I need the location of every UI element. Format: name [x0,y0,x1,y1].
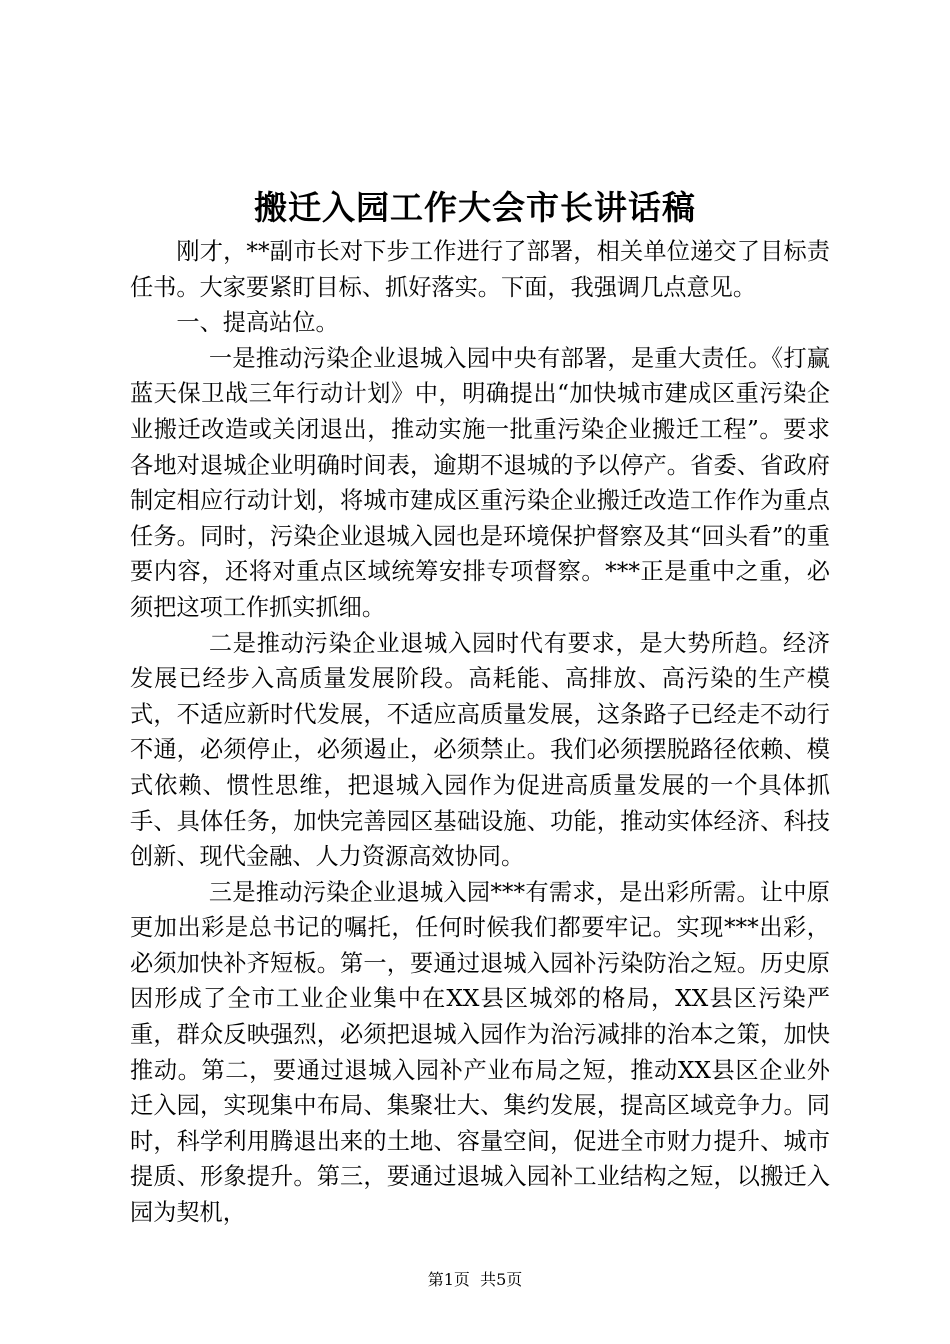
page-number-label: 第1页 共5页 [427,1270,523,1289]
page-footer [0,1268,950,1292]
document-title: 搬迁入园工作大会市长讲话稿 [254,188,696,227]
section-heading: 一、提高站位。 [176,309,339,337]
paragraph-point-two: 二是推动污染企业退城入园时代有要求，是大势所趋。经济发展已经步入高质量发展阶段。高耗能、高排放、高污染的生产模式，不适应新时代发展，不适应高质量发展，这条路子已经走不动行不通，必须停止，必须遏止，必须禁止。我们必须摆脱路径依赖、模式依赖、惯性思维，把退城入园作为促进高质量发展的一个具体抓手、具体任务，加快完善园区基础设施、功能，推动实体经济、科技创新、现代金融、人力资源高效协同。 [130,629,830,871]
document-body [130,234,830,1231]
paragraph-point-one: 一是推动污染企业退城入园中央有部署，是重大责任。《打赢蓝天保卫战三年行动计划》中，明确提出“加快城市建成区重污染企业搬迁改造或关闭退出，推动实施一批重污染企业搬迁工程”。要求各地对退城企业明确时间表，逾期不退城的予以停产。省委、省政府制定相应行动计划，将城市建成区重污染企业搬迁改造工作作为重点任务。同时，污染企业退城入园也是环境保护督察及其“回头看”的重要内容，还将对重点区域统筹安排专项督察。***正是重中之重，必须把这项工作抓实抓细。 [130,344,830,621]
paragraph-intro: 刚才，**副市长对下步工作进行了部署，相关单位递交了目标责任书。大家要紧盯目标、抓好落实。下面，我强调几点意见。 [130,238,830,301]
paragraph-point-three: 三是推动污染企业退城入园***有需求，是出彩所需。让中原更加出彩是总书记的嘱托，任何时候我们都要牢记。实现***出彩，必须加快补齐短板。第一，要通过退城入园补污染防治之短。历史原因形成了全市工业企业集中在XX县区城郊的格局，XX县区污染严重，群众反映强烈，必须把退城入园作为治污减排的治本之策，加快推动。第二，要通过退城入园补产业布局之短，推动XX县区企业外迁入园，实现集中布局、集聚壮大、集约发展，提高区域竞争力。同时，科学利用腾退出来的土地、容量空间，促进全市财力提升、城市提质、形象提升。第三，要通过退城入园补工业结构之短，以搬迁入园为契机， [130,878,830,1227]
